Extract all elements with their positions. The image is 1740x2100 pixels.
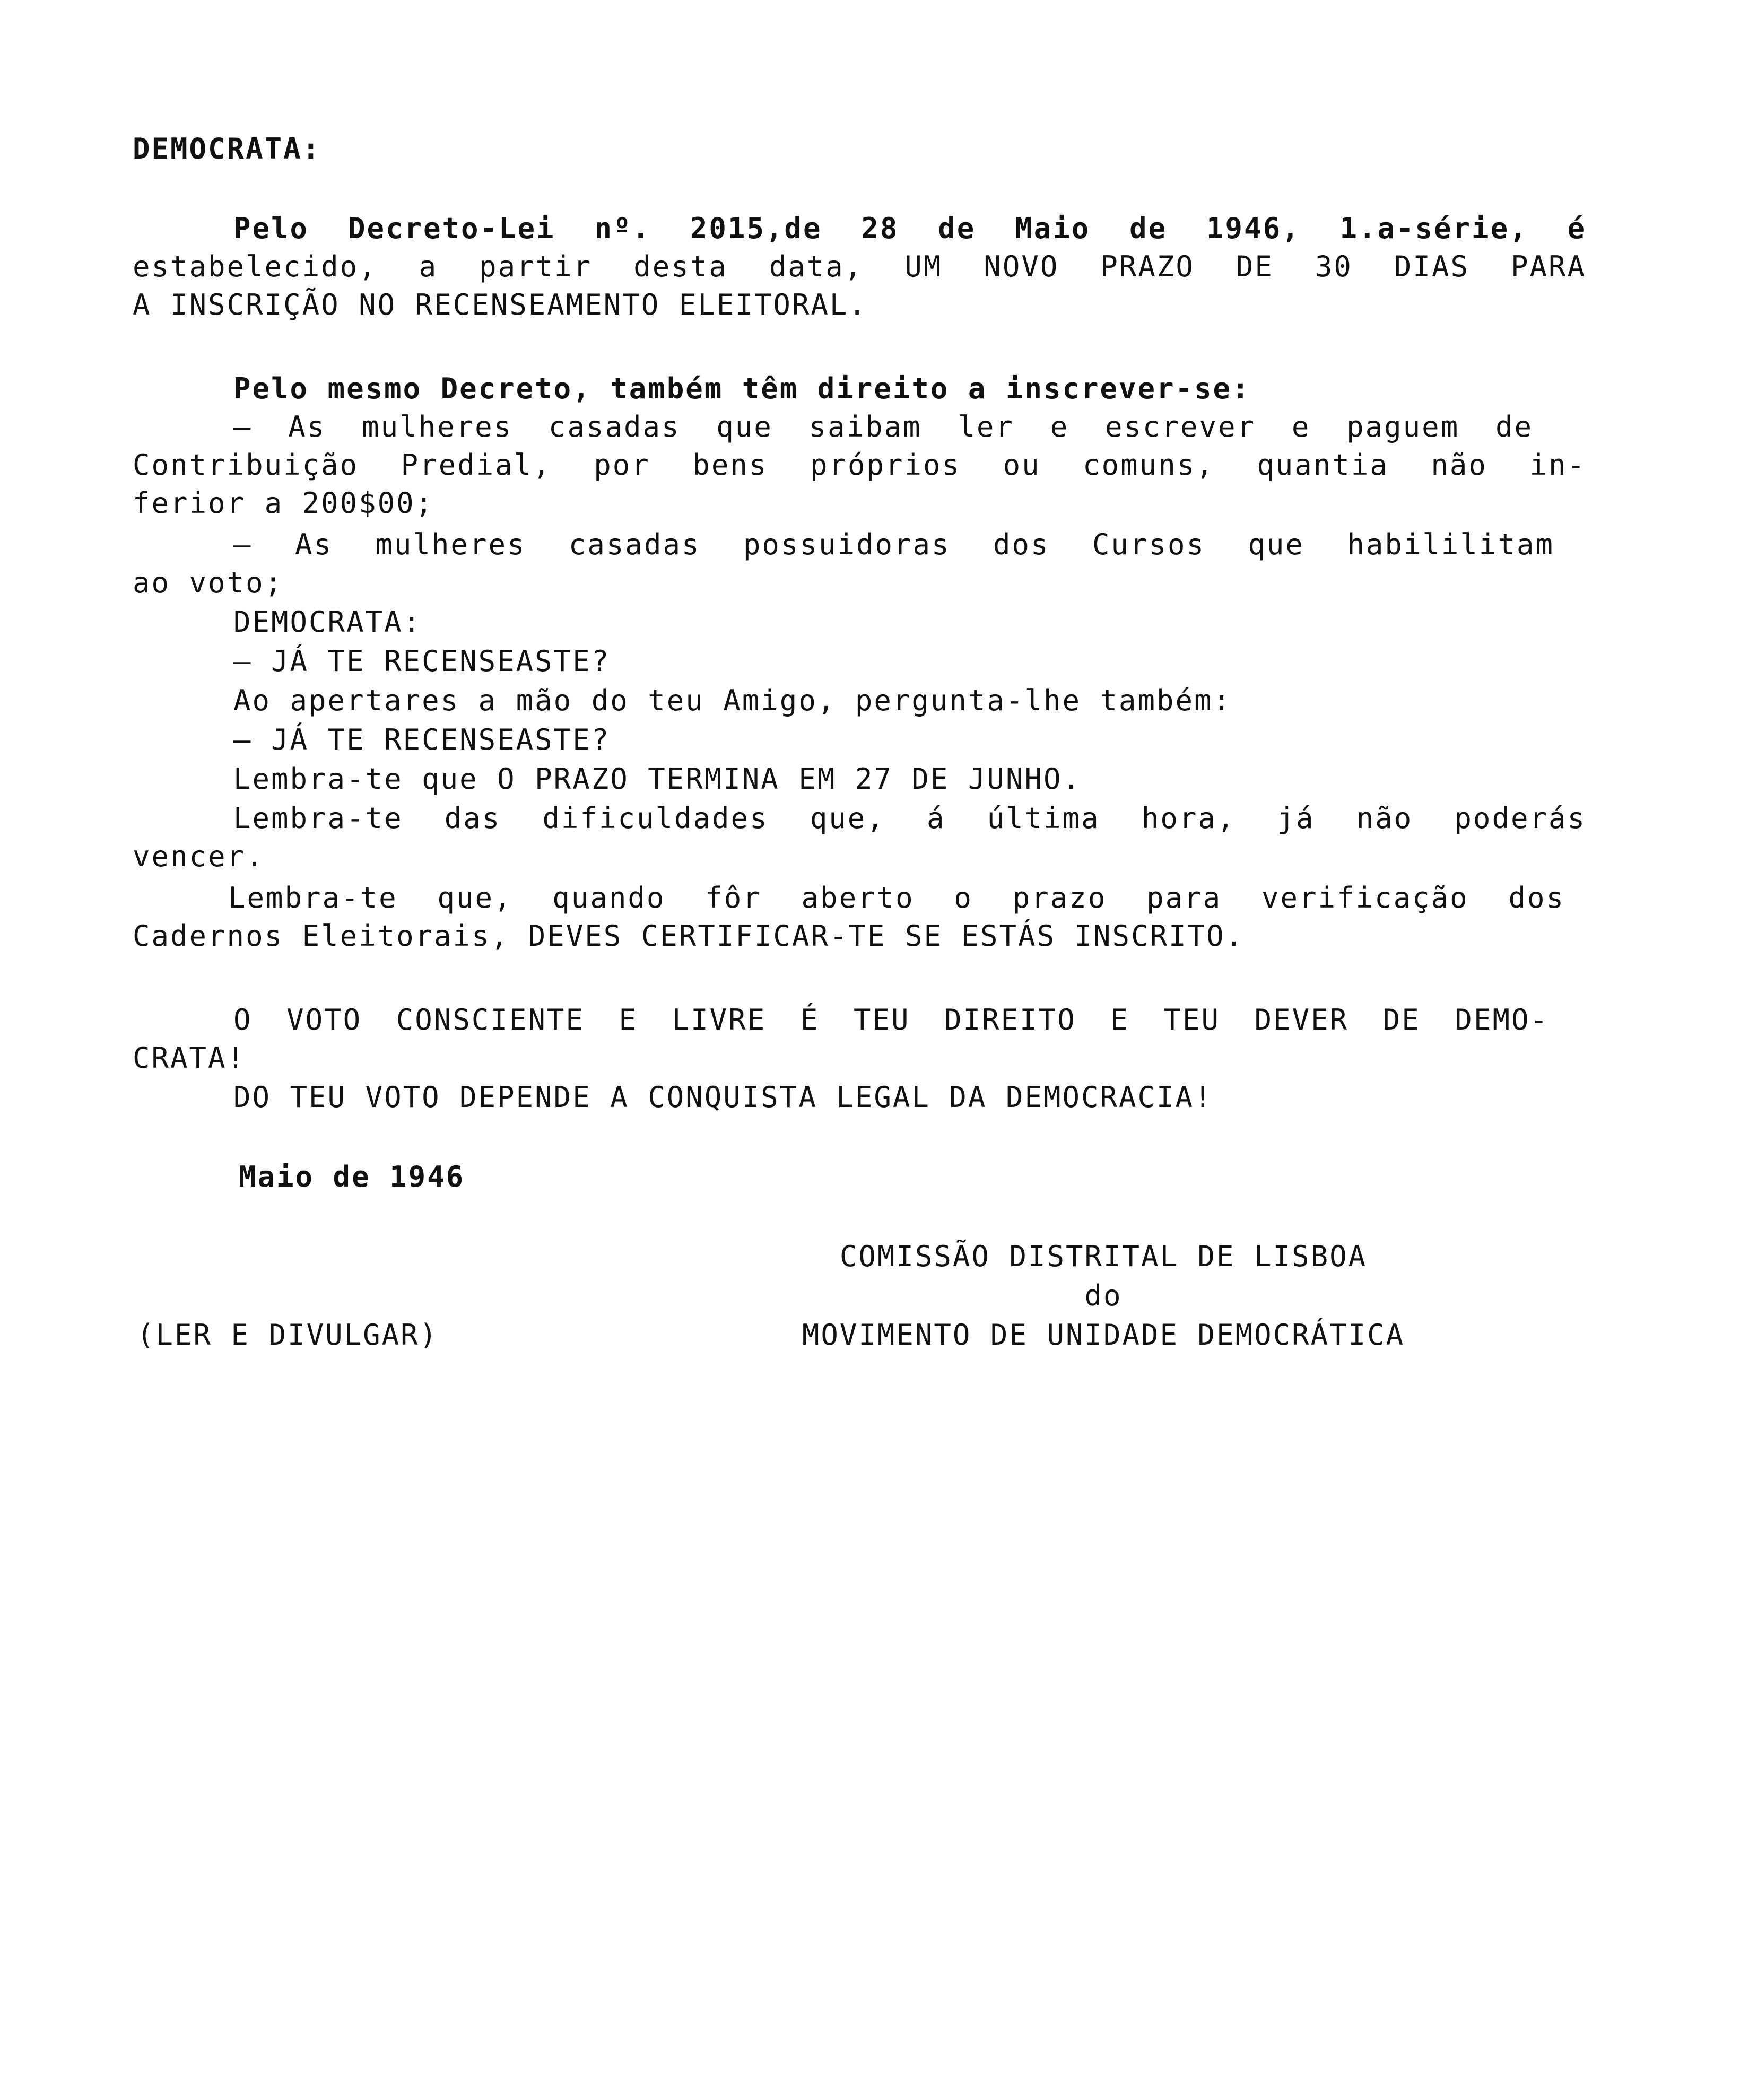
reminder-3-line2: Cadernos Eleitorais, DEVES CERTIFICAR-TE SE ESTÁS INSCRITO.	[133, 919, 1245, 953]
read-and-share-note: (LER E DIVULGAR)	[137, 1318, 439, 1352]
reminder-2-line2: vencer.	[133, 840, 265, 873]
salutation: DEMOCRATA:	[133, 132, 321, 165]
question-2: — JÁ TE RECENSEASTE?	[233, 723, 611, 756]
handshake-line: Ao apertares a mão do teu Amigo, pergunta-lhe também:	[233, 684, 1232, 717]
para3-line3: DO TEU VOTO DEPENDE A CONQUISTA LEGAL DA DEMOCRACIA!	[233, 1081, 1213, 1114]
item1-line1: — As mulheres casadas que saibam ler e escrever e paguem de	[233, 410, 1533, 443]
para3-line1: O VOTO CONSCIENTE E LIVRE É TEU DIREITO E TEU DEVER DE DEMO-	[233, 1003, 1549, 1036]
item2-line1: — As mulheres casadas possuidoras dos Cursos que habililitam	[233, 528, 1554, 561]
document-date: Maio de 1946	[239, 1160, 465, 1193]
item2-line2: ao voto;	[133, 566, 284, 599]
signature-line3: MOVIMENTO DE UNIDADE DEMOCRÁTICA	[802, 1318, 1405, 1352]
reminder-3-line1: Lembra-te que, quando fôr aberto o prazo para verificação dos	[228, 881, 1565, 914]
para2-intro: Pelo mesmo Decreto, também têm direito a inscrever-se:	[233, 372, 1251, 405]
signature-line1: COMISSÃO DISTRITAL DE LISBOA	[839, 1240, 1368, 1273]
para3-line2: CRATA!	[133, 1041, 246, 1075]
para1-line1: Pelo Decreto-Lei nº. 2015,de 28 de Maio de 1946, 1.a-série, é	[233, 212, 1586, 245]
question-1: — JÁ TE RECENSEASTE?	[233, 644, 611, 678]
signature-line2: do	[1084, 1279, 1123, 1312]
item1-line3: ferior a 200$00;	[133, 486, 434, 520]
item1-line2: Contribuição Predial, por bens próprios ou comuns, quantia não in-	[133, 448, 1586, 482]
democrata-heading: DEMOCRATA:	[233, 605, 422, 639]
para1-line2: estabelecido, a partir desta data, UM NOVO PRAZO DE 30 DIAS PARA	[133, 250, 1586, 283]
para1-line3: A INSCRIÇÃO NO RECENSEAMENTO ELEITORAL.	[133, 288, 867, 321]
reminder-2-line1: Lembra-te das dificuldades que, á última hora, já não poderás	[233, 801, 1586, 835]
reminder-1: Lembra-te que O PRAZO TERMINA EM 27 DE JUNHO.	[233, 762, 1081, 796]
